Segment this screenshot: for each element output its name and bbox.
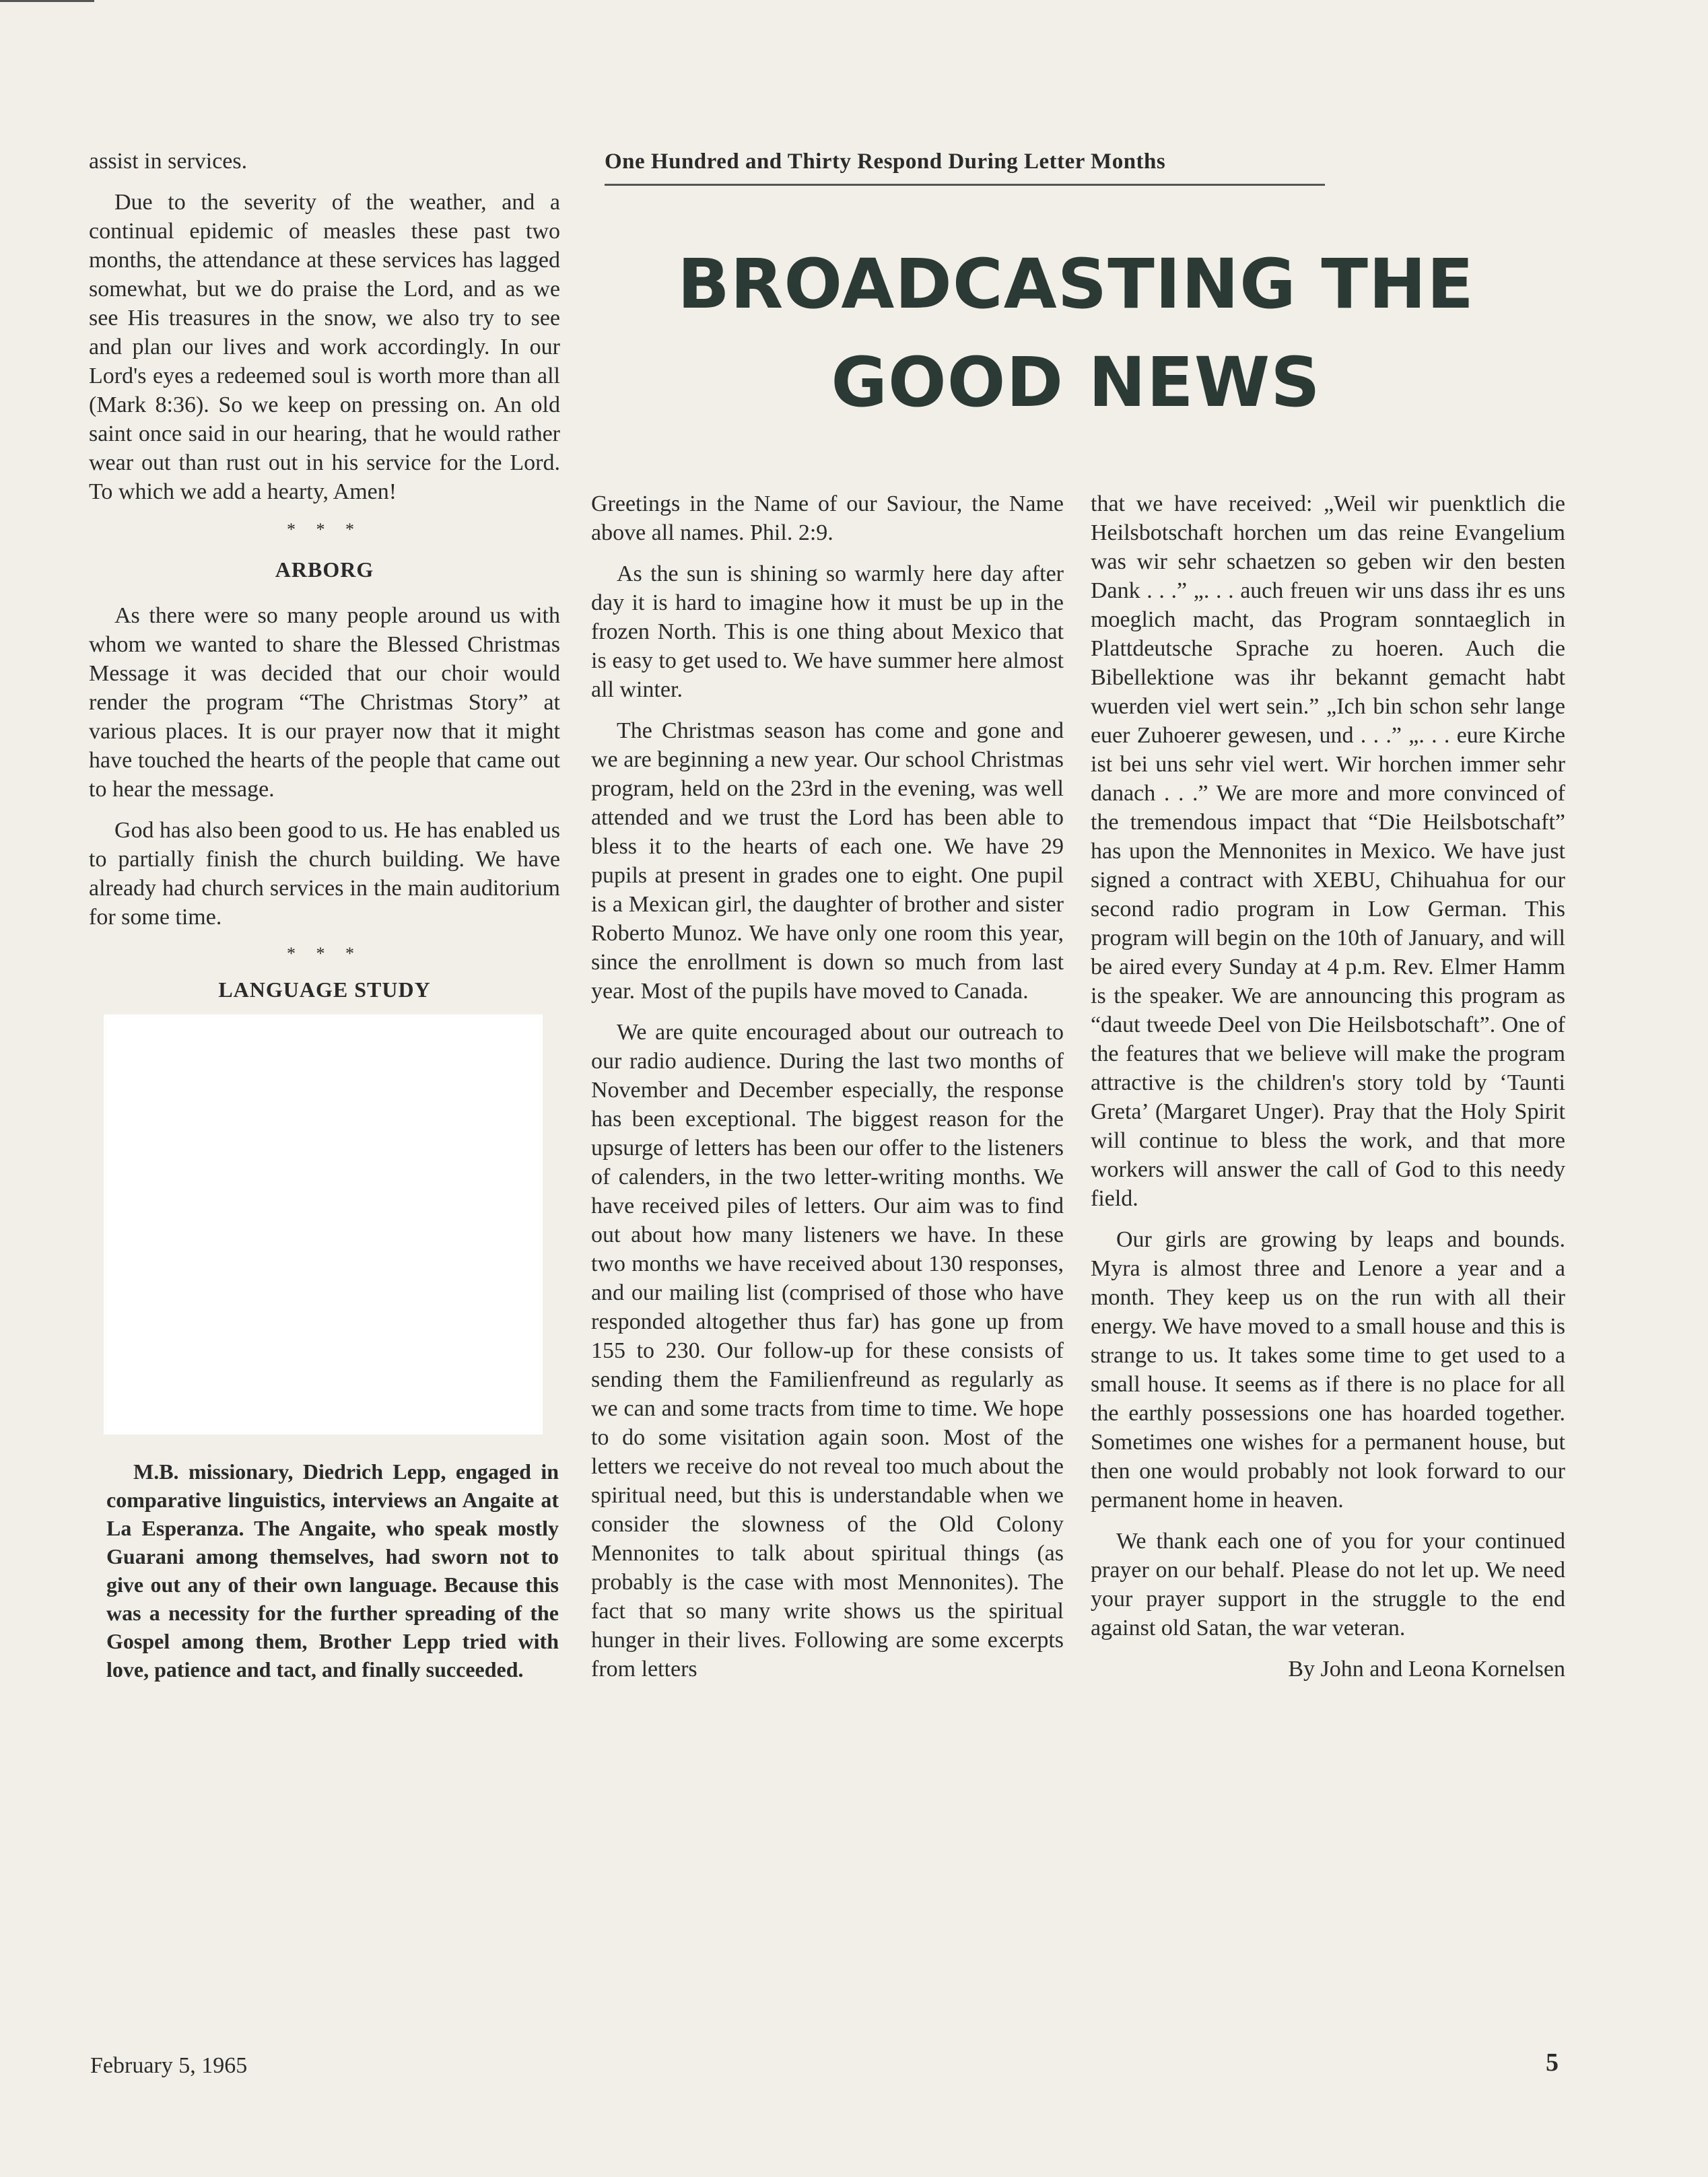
section-separator: * * * — [287, 520, 362, 539]
page-top-rule — [0, 0, 94, 2]
article-paragraph-3: The Christmas season has come and gone and we are beginning a new year. Our school Christmas program, held on the 23rd in the evening, was well attended and we trust the Lord has been able to bless it to the hearts of each one. We have 29 pupils at present in grades one to eight. One pupil is a Mexican girl, the daughter of brother and sister Roberto Munoz. We have only one room this year, since the enrollment is down so much from last year. Most of the pupils have moved to Canada. — [591, 718, 1064, 1004]
article-paragraph-5: that we have received: „Weil wir puenktlich die Heilsbotschaft horchen um das reine Evangelium was wir sehr schaetzen so geben wir den besten Dank . . .” „. . . auch freuen wir uns dass ihr es uns moeglich macht, das Program sonntaeglich in Plattdeutsche Sprache zu hoeren. Auch die Bibellektione was ihr bekannt gemacht habt wuerden viel wert sein.” „Ich bin schon sehr lange euer Zuhoerer gewesen, und . . .” „. . . eure Kirche ist bei uns sehr viel wert. Wir horchen immer sehr danach . . .” We are more and more convinced of the tremendous impact that “Die Heilsbotschaft” has upon the Mennonites in Mexico. We have just signed a contract with XEBU, Chihuahua for our second radio program in Low German. This program will begin on the 10th of January, and will be aired every Sunday at 4 p.m. Rev. Elmer Hamm is the speaker. We are announcing this program as “daut tweede Deel von Die Heilsbotschaft”. One of the features that we believe will make the program attractive is the children's story told by ‘Taunti Greta’ (Margaret Unger). Pray that the Holy Spirit will continue to bless the work, and that more workers will answer the call of God to this needy field. — [1091, 491, 1565, 1211]
arborg-paragraph-2: God has also been good to us. He has enabled us to partially finish the church building. We have already had church services in the main auditorium for some time. — [89, 818, 560, 930]
article-paragraph-2: As the sun is shining so warmly here day after day it is hard to imagine how it must be up in the frozen North. This is one thing about Mexico that is easy to get used to. We have summer here almost all winter. — [591, 561, 1064, 702]
right-column — [1091, 489, 1565, 1684]
middle-column — [591, 489, 1064, 1696]
article-paragraph-4: We are quite encouraged about our outreach to our radio audience. During the last two months of November and December especially, the response has been exceptional. The biggest reason for the upsurge of letters has been our offer to the listeners of calenders, in the two letter-writing months. We have received piles of letters. Our aim was to find out about how many listeners we have. In these two months we have received about 130 responses, and our mailing list (comprised of those who have responded altogether thus far) has gone up from 155 to 230. Our follow-up for these consists of sending them the Familienfreund as regularly as we can and some tracts from time to time. We hope to do some visitation again soon. Most of the letters we receive do not reveal too much about the spiritual need, but this is understandable when we consider the slowness of the Old Colony Mennonites to talk about spiritual things (as probably is the case with most Mennonites). The fact that so many write shows us the spiritual hunger in their lives. Following are some excerpts from letters — [591, 1020, 1064, 1682]
section-separator-2: * * * — [287, 944, 362, 963]
arborg-heading: ARBORG — [275, 557, 374, 582]
left-paragraph-2: Due to the severity of the weather, and a continual epidemic of measles these past two months, the attendance at these services has lagged somewhat, but we do praise the Lord, and as we see His treasures in the snow, we also try to see and plan our lives and work accordingly. In our Lord's eyes a redeemed soul is worth more than all (Mark 8:36). So we keep on pressing on. An old saint once said in our hearing, that he would rather wear out than rust out in his service for the Lord. To which we add a hearty, Amen! — [89, 190, 560, 504]
left-paragraph-1: assist in services. — [89, 149, 248, 174]
article-kicker: One Hundred and Thirty Respond During Letter Months — [605, 149, 1325, 186]
page-number: 5 — [1546, 2048, 1559, 2077]
article-byline: By John and Leona Kornelsen — [1288, 1657, 1565, 1682]
photo-placeholder — [104, 1014, 543, 1435]
article-paragraph-1: Greetings in the Name of our Saviour, the Name above all names. Phil. 2:9. — [591, 491, 1064, 545]
article-headline: BROADCASTING THE GOOD NEWS — [677, 244, 1474, 423]
left-column — [89, 147, 560, 1684]
article-paragraph-6: Our girls are growing by leaps and bounds. Myra is almost three and Lenore a year and a month. They keep us on the run with all their energy. We have moved to a small house and this is strange to us. It takes some time to get used to a small house. It seems as if there is no place for all the earthly possessions one has hoarded together. Sometimes one wishes for a permanent house, but then one would probably not look forward to our permanent home in heaven. — [1091, 1227, 1565, 1513]
footer-date: February 5, 1965 — [90, 2053, 248, 2078]
photo-caption: M.B. missionary, Diedrich Lepp, engaged in comparative linguistics, interviews an Angaite at La Esperanza. The Angaite, who speak mostly Guarani among themselves, had sworn not to give out any of their own language. Because this was a necessity for the further spreading of the Gospel among them, Brother Lepp tried with love, patience and tact, and finally succeeded. — [106, 1459, 559, 1682]
arborg-paragraph-1: As there were so many people around us with whom we wanted to share the Blessed Christmas Message it was decided that our choir would render the program “The Christmas Story” at various places. It is our prayer now that it might have touched the hearts of the people that came out to hear the message. — [89, 603, 560, 802]
article-paragraph-7: We thank each one of you for your continued prayer on our behalf. Please do not let up. We need your prayer support in the struggle to the end against old Satan, the war veteran. — [1091, 1529, 1565, 1640]
language-study-heading: LANGUAGE STUDY — [218, 977, 431, 1002]
